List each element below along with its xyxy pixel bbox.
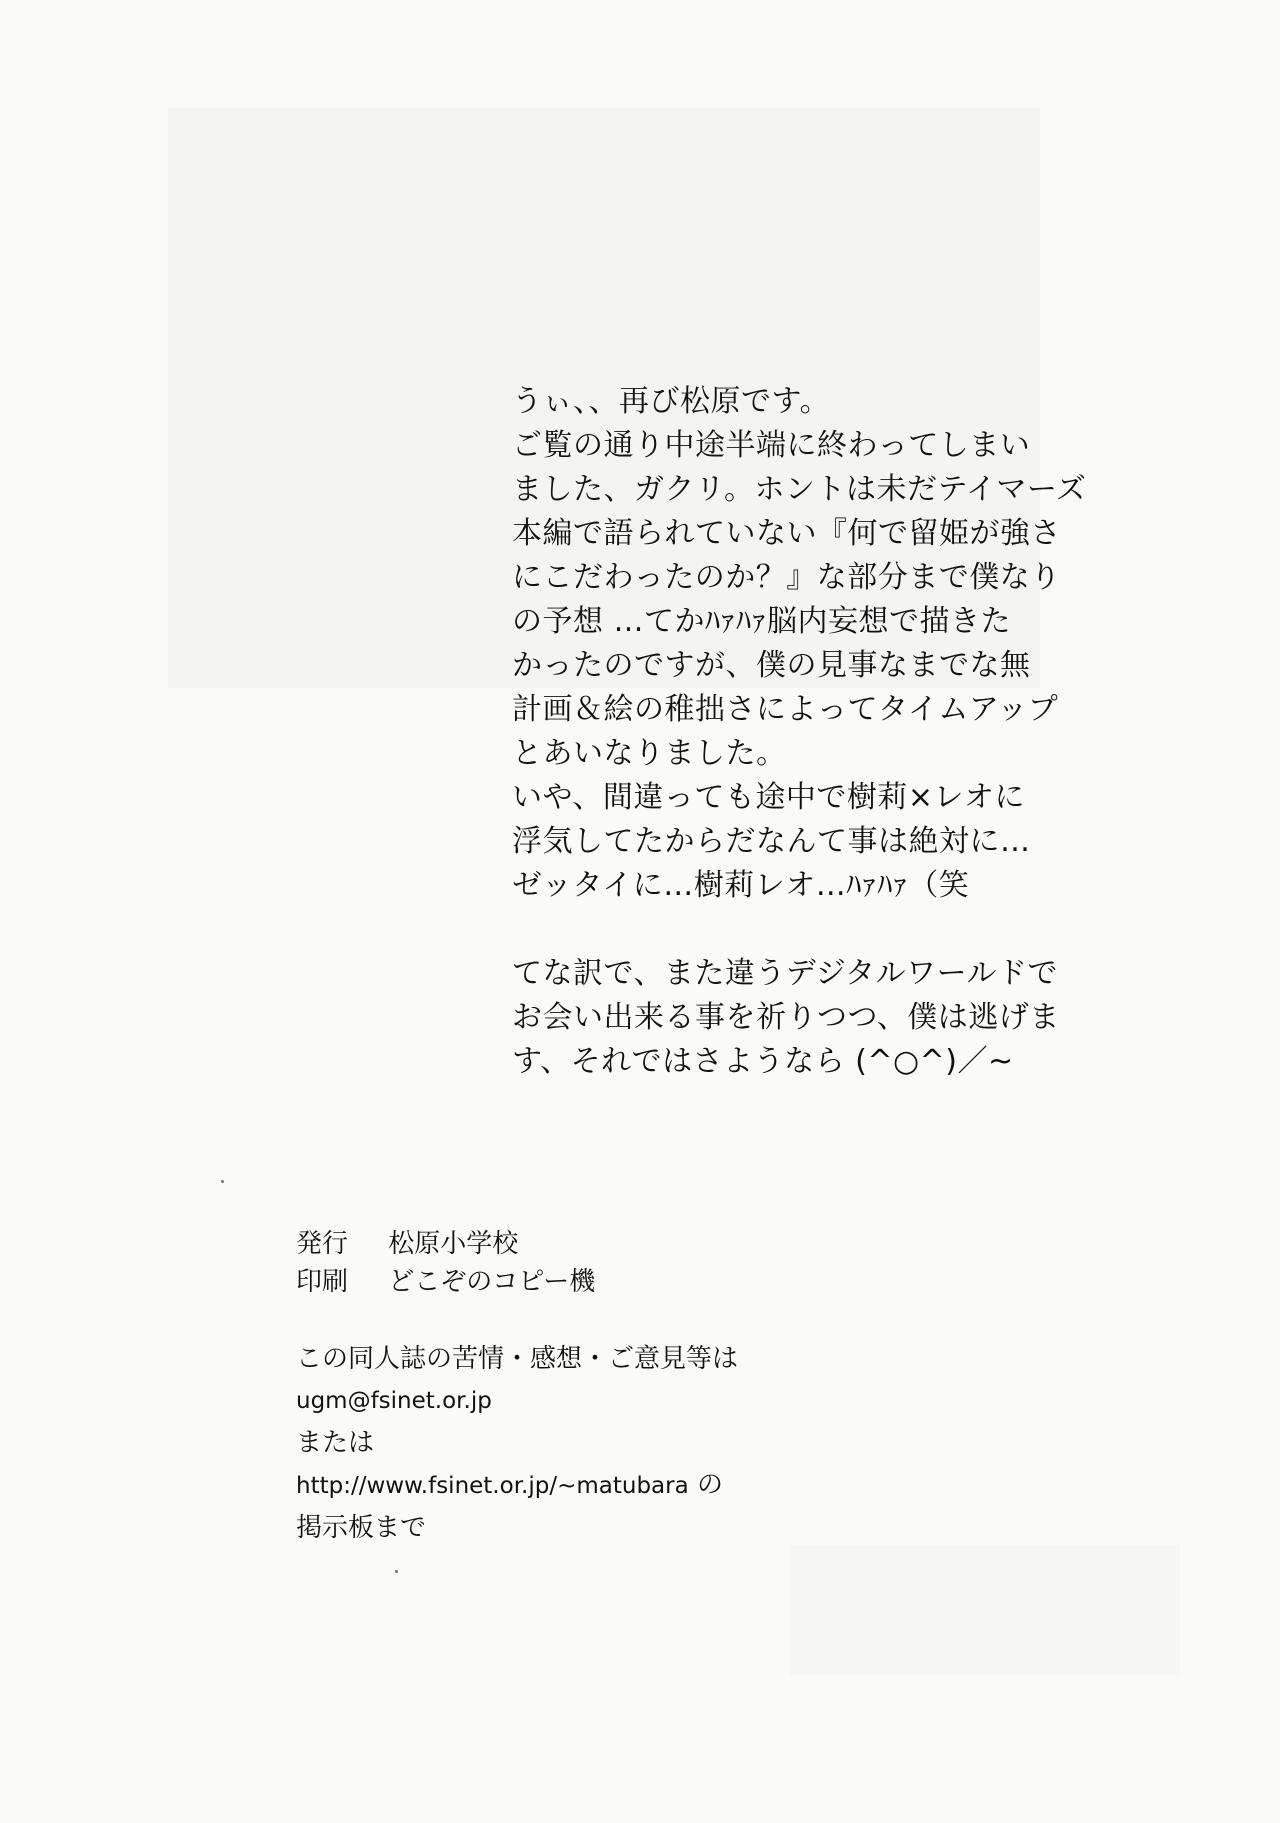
afterword-line: す、それではさようなら (^○^)／~: [512, 1044, 1014, 1079]
contact-url: http://www.fsinet.or.jp/~matubara: [296, 1473, 689, 1499]
afterword-line: てな訳で、また違うデジタルワールドで: [512, 956, 1058, 991]
printing-row: [296, 1263, 896, 1301]
printing-value: どこぞのコピー機: [388, 1267, 596, 1297]
paper-speck: [395, 1570, 398, 1573]
afterword-line: かったのですが、僕の見事なまでな無: [512, 648, 1031, 683]
afterword-line: ました、ガクリ。ホントは未だテイマーズ: [512, 472, 1087, 507]
afterword-line: の予想 …てかﾊｧﾊｧ脳内妄想で描きた: [512, 604, 1012, 639]
contact-board: 掲示板まで: [296, 1513, 427, 1543]
afterword-line: お会い出来る事を祈りつつ、僕は逃げま: [512, 1000, 1060, 1035]
afterword-line: 計画＆絵の稚拙さによってタイムアップ: [512, 692, 1059, 727]
afterword-line: いや、間違っても途中で樹莉×レオに: [512, 780, 1026, 815]
afterword-line: ゼッタイに…樹莉レオ…ﾊｧﾊｧ（笑: [512, 868, 970, 903]
paper-speck: [221, 1180, 224, 1183]
contact-info: [296, 1338, 1016, 1549]
contact-email: ugm@fsinet.or.jp: [296, 1388, 492, 1414]
colophon: [296, 1225, 896, 1301]
contact-intro: この同人誌の苦情・感想・ご意見等は: [296, 1344, 739, 1374]
paragraph-gap: [512, 908, 1032, 952]
afterword-line: とあいなりました。: [512, 736, 787, 771]
contact-url-suffix: の: [696, 1470, 723, 1500]
publisher-value: 松原小学校: [388, 1229, 519, 1259]
afterword-line: ご覧の通り中途半端に終わってしまい: [512, 428, 1031, 463]
afterword-line: にこだわったのか？』な部分まで僕なり: [512, 560, 1061, 595]
afterword-line: 本編で語られていない『何で留姫が強さ: [512, 516, 1061, 551]
publisher-row: [296, 1225, 896, 1263]
printing-label: 印刷: [296, 1267, 349, 1297]
contact-url-line: [296, 1464, 1016, 1507]
afterword-text: [512, 380, 1087, 1084]
publisher-label: 発行: [296, 1229, 349, 1259]
afterword-line: 浮気してたからだなんて事は絶対に…: [512, 824, 1031, 859]
afterword-line: うぃ、、再び松原です。: [512, 384, 831, 419]
bleed-through-shading-lower: [790, 1545, 1180, 1675]
contact-or: または: [296, 1428, 375, 1458]
